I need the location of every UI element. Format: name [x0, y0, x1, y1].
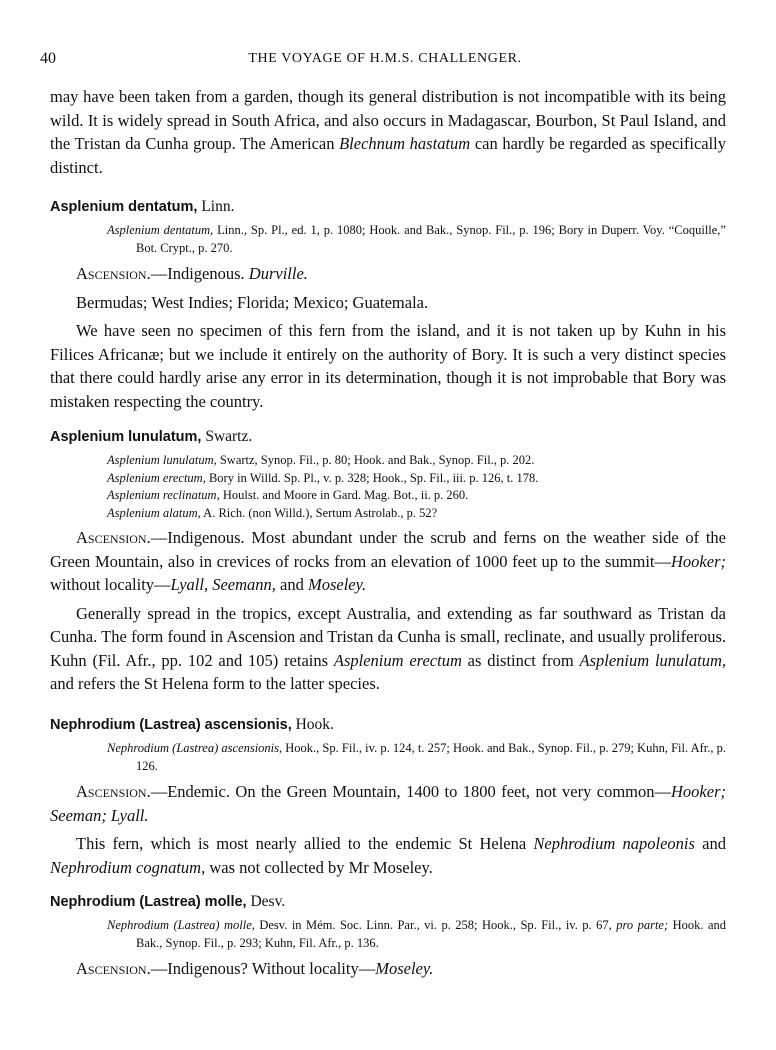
synonym-citation: Asplenium dentatum, Linn., Sp. Pl., ed. 1, p. 1080; Hook. and Bak., Synop. Fil., p. 196; Bory in Duperr. Voy. “Coquille,” Bot. Crypt., p. 270. — [107, 223, 726, 255]
species-note: This fern, which is most nearly allied to the endemic St Helena Nephrodium napoleonis and Nephrodium cognatum, was not collected by Mr Moseley. — [50, 834, 726, 877]
synonym-citation: Asplenium erectum, Bory in Willd. Sp. Pl., v. p. 328; Hook., Sp. Fil., iii. p. 126, t. 178. — [107, 470, 539, 485]
synonym-citation: Nephrodium (Lastrea) molle, Desv. in Mém. Soc. Linn. Par., vi. p. 258; Hook., Sp. Fil., iv. p. 67, pro parte; Hook. and Bak., Synop. Fil., p. 293; Kuhn, Fil. Afr., p. 136. — [107, 918, 726, 950]
species-heading: Asplenium lunulatum, Swartz. — [50, 428, 253, 445]
intro-section — [50, 85, 726, 179]
species-heading: Nephrodium (Lastrea) ascensionis, Hook. — [50, 716, 334, 733]
synonym-citation: Asplenium lunulatum, Swartz, Synop. Fil., p. 80; Hook. and Bak., Synop. Fil., p. 202. — [107, 453, 535, 467]
synonym-list — [50, 452, 726, 522]
locality-line: Ascension.—Endemic. On the Green Mountain, 1400 to 1800 feet, not very common—Hooker; Seeman; Lyall. — [50, 782, 726, 825]
species-entry-nephrodium-ascensionis — [50, 716, 726, 879]
locality-line: Ascension.—Indigenous. Most abundant under the scrub and ferns on the weather side of the Green Mountain, also in crevices of rocks from an elevation of 1000 feet up to the summit—Hooker; without locality—Lyall, Seemann, and Moseley. — [50, 528, 726, 594]
species-entry-asplenium-dentatum — [50, 198, 726, 413]
synonym-list — [50, 740, 726, 775]
synonym-list — [50, 917, 726, 952]
species-heading: Nephrodium (Lastrea) molle, Desv. — [50, 893, 286, 910]
synonym-list — [50, 222, 726, 257]
locality-line: Ascension.—Indigenous? Without locality—Moseley. — [76, 959, 434, 978]
distribution-line: Bermudas; West Indies; Florida; Mexico; Guatemala. — [76, 292, 429, 312]
synonym-citation: Nephrodium (Lastrea) ascensionis, Hook., Sp. Fil., iv. p. 124, t. 257; Hook. and Bak., Synop. Fil., p. 279; Kuhn, Fil. Afr., p. 126. — [107, 741, 726, 773]
running-title: THE VOYAGE OF H.M.S. CHALLENGER. — [248, 51, 522, 66]
species-entry-nephrodium-molle — [50, 893, 726, 981]
page-number: 40 — [40, 50, 56, 67]
species-heading: Asplenium dentatum, Linn. — [50, 198, 235, 215]
locality-line: Ascension.—Indigenous. Durville. — [76, 264, 308, 283]
species-entry-asplenium-lunulatum — [50, 428, 726, 696]
intro-paragraph: may have been taken from a garden, though its general distribution is not incompatible with its being wild. It is widely spread in South Africa, and also occurs in Madagascar, Bourbon, St Paul Island, and the Tristan da Cunha group. The American Blechnum hastatum can hardly be regarded as specifically distinct. — [50, 87, 727, 177]
synonym-citation: Asplenium reclinatum, Houlst. and Moore in Gard. Mag. Bot., ii. p. 260. — [107, 488, 469, 502]
synonym-citation: Asplenium alatum, A. Rich. (non Willd.), Sertum Astrolab., p. 52? — [107, 505, 438, 520]
species-note: Generally spread in the tropics, except Australia, and extending as far southward as Tristan da Cunha. The form found in Ascension and Tristan da Cunha is small, reclinate, and usually proliferous. Kuhn (Fil. Afr., pp. 102 and 105) retains Asplenium erectum as distinct from Asplenium lunulatum, and refers the St Helena form to the latter species. — [50, 603, 727, 693]
running-head — [40, 50, 730, 72]
species-note: We have seen no specimen of this fern from the island, and it is not taken up by Kuhn in his Filices Africanæ; but we include it entirely on the authority of Bory. It is such a very distinct species that there could hardly arise any error in its determination, though it is not improbable that Bory was mistaken respecting the country. — [50, 321, 726, 411]
